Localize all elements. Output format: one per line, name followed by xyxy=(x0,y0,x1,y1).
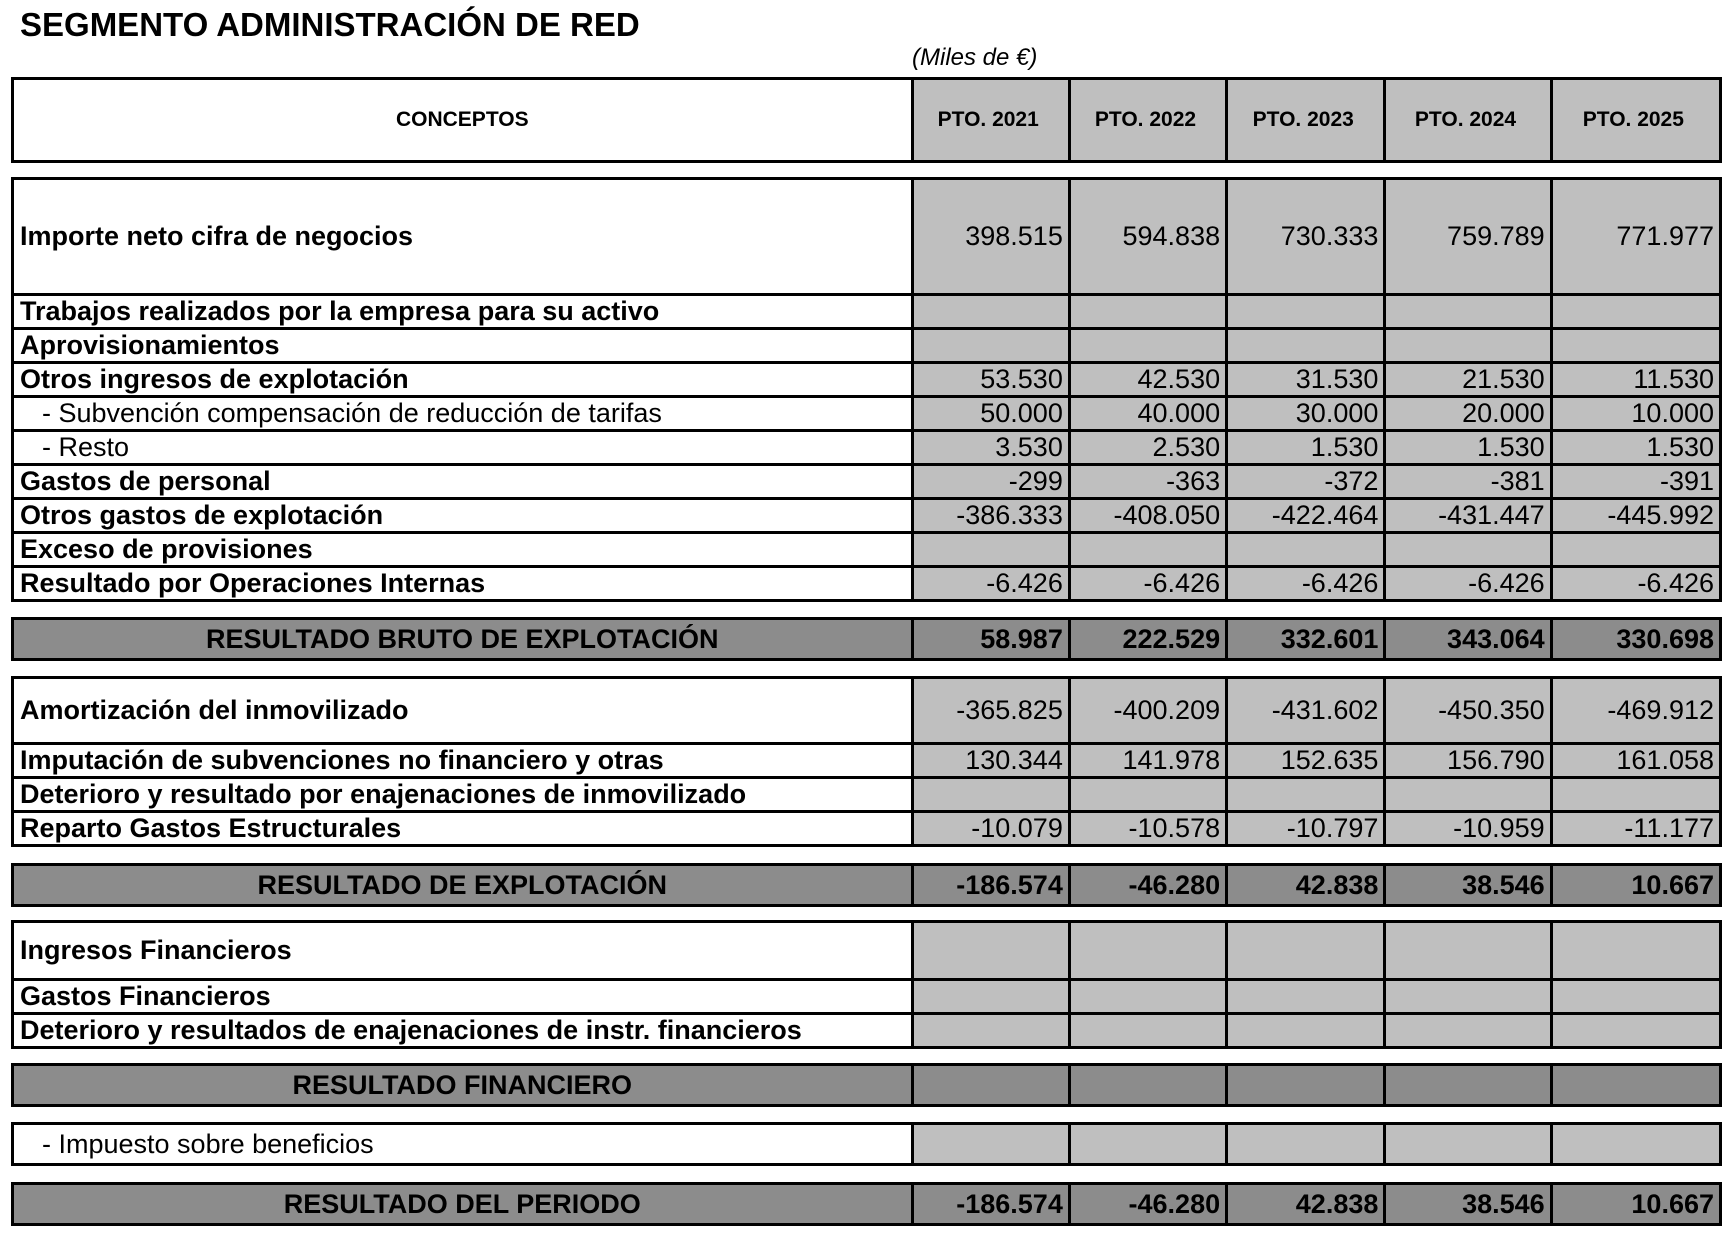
value-cell xyxy=(912,533,1069,567)
table-row xyxy=(13,431,1721,465)
value-cell: 1.530 xyxy=(1385,431,1551,465)
value-cell xyxy=(1069,980,1226,1014)
value-cell xyxy=(1551,1014,1720,1048)
value-cell: 398.515 xyxy=(912,179,1069,295)
value-cell xyxy=(1551,533,1720,567)
value-cell xyxy=(1385,778,1551,812)
value-cell: -400.209 xyxy=(1069,678,1226,744)
total-value: 330.698 xyxy=(1551,619,1720,660)
value-cell: 50.000 xyxy=(912,397,1069,431)
value-cell xyxy=(912,980,1069,1014)
value-cell: -372 xyxy=(1227,465,1385,499)
row-label: Gastos de personal xyxy=(13,465,913,499)
total-value: 42.838 xyxy=(1227,1184,1385,1225)
value-cell: 156.790 xyxy=(1385,744,1551,778)
value-cell: -10.578 xyxy=(1069,812,1226,846)
value-cell: 1.530 xyxy=(1227,431,1385,465)
value-cell xyxy=(1227,295,1385,329)
row-label: Ingresos Financieros xyxy=(13,922,913,980)
value-cell xyxy=(1551,295,1720,329)
total-label: RESULTADO FINANCIERO xyxy=(13,1065,913,1106)
value-cell xyxy=(1385,295,1551,329)
block-operating-items xyxy=(11,177,1722,602)
header-year: PTO. 2025 xyxy=(1551,79,1720,162)
value-cell xyxy=(1385,1014,1551,1048)
value-cell: 1.530 xyxy=(1551,431,1720,465)
value-cell: -11.177 xyxy=(1551,812,1720,846)
block-tax xyxy=(11,1122,1722,1166)
header-year: PTO. 2024 xyxy=(1385,79,1551,162)
total-value xyxy=(912,1065,1069,1106)
table-row xyxy=(13,812,1721,846)
value-cell: -391 xyxy=(1551,465,1720,499)
value-cell xyxy=(1069,1014,1226,1048)
value-cell xyxy=(1069,1124,1226,1165)
table-row xyxy=(13,329,1721,363)
total-value: 38.546 xyxy=(1385,1184,1551,1225)
value-cell xyxy=(1227,533,1385,567)
total-row xyxy=(13,1184,1721,1225)
row-label: - Subvención compensación de reducción de tarifas xyxy=(13,397,913,431)
header-conceptos: CONCEPTOS xyxy=(13,79,913,162)
value-cell: -450.350 xyxy=(1385,678,1551,744)
total-value: -46.280 xyxy=(1069,1184,1226,1225)
total-value: -186.574 xyxy=(912,1184,1069,1225)
value-cell: -6.426 xyxy=(1069,567,1226,601)
value-cell xyxy=(1551,922,1720,980)
table-row xyxy=(13,980,1721,1014)
header-year: PTO. 2021 xyxy=(912,79,1069,162)
row-label: Amortización del inmovilizado xyxy=(13,678,913,744)
value-cell xyxy=(1069,922,1226,980)
table-row xyxy=(13,295,1721,329)
header-year: PTO. 2022 xyxy=(1069,79,1226,162)
value-cell: -386.333 xyxy=(912,499,1069,533)
value-cell: -363 xyxy=(1069,465,1226,499)
total-value: 222.529 xyxy=(1069,619,1226,660)
value-cell xyxy=(912,1014,1069,1048)
table-row xyxy=(13,363,1721,397)
value-cell: 771.977 xyxy=(1551,179,1720,295)
header-year: PTO. 2023 xyxy=(1227,79,1385,162)
total-ebit xyxy=(11,863,1722,907)
row-label: Gastos Financieros xyxy=(13,980,913,1014)
total-label: RESULTADO DEL PERIODO xyxy=(13,1184,913,1225)
total-value: 10.667 xyxy=(1551,865,1720,906)
value-cell: 730.333 xyxy=(1227,179,1385,295)
value-cell: -381 xyxy=(1385,465,1551,499)
value-cell xyxy=(1385,329,1551,363)
value-cell xyxy=(1069,778,1226,812)
value-cell: -6.426 xyxy=(1385,567,1551,601)
value-cell: -10.797 xyxy=(1227,812,1385,846)
value-cell: -365.825 xyxy=(912,678,1069,744)
value-cell xyxy=(1551,329,1720,363)
row-label: Otros gastos de explotación xyxy=(13,499,913,533)
value-cell: 2.530 xyxy=(1069,431,1226,465)
value-cell: 152.635 xyxy=(1227,744,1385,778)
value-cell xyxy=(1385,980,1551,1014)
row-label: - Impuesto sobre beneficios xyxy=(13,1124,913,1165)
table-row xyxy=(13,465,1721,499)
value-cell: 10.000 xyxy=(1551,397,1720,431)
table-row xyxy=(13,744,1721,778)
value-cell: 40.000 xyxy=(1069,397,1226,431)
total-label: RESULTADO BRUTO DE EXPLOTACIÓN xyxy=(13,619,913,660)
row-label: Importe neto cifra de negocios xyxy=(13,179,913,295)
value-cell xyxy=(1069,329,1226,363)
value-cell xyxy=(1385,922,1551,980)
value-cell: -10.079 xyxy=(912,812,1069,846)
value-cell xyxy=(1227,922,1385,980)
value-cell xyxy=(1227,1014,1385,1048)
units-note: (Miles de €) xyxy=(912,44,1038,71)
value-cell: -469.912 xyxy=(1551,678,1720,744)
total-value xyxy=(1551,1065,1720,1106)
total-value: 38.546 xyxy=(1385,865,1551,906)
row-label: Deterioro y resultado por enajenaciones de inmovilizado xyxy=(13,778,913,812)
table-header xyxy=(11,77,1722,163)
value-cell: -445.992 xyxy=(1551,499,1720,533)
total-row xyxy=(13,1065,1721,1106)
row-label: Trabajos realizados por la empresa para su activo xyxy=(13,295,913,329)
total-period xyxy=(11,1182,1722,1226)
total-row xyxy=(13,619,1721,660)
value-cell xyxy=(1227,1124,1385,1165)
value-cell: 42.530 xyxy=(1069,363,1226,397)
value-cell xyxy=(912,778,1069,812)
row-label: Aprovisionamientos xyxy=(13,329,913,363)
value-cell: -10.959 xyxy=(1385,812,1551,846)
total-value: 10.667 xyxy=(1551,1184,1720,1225)
value-cell: 130.344 xyxy=(912,744,1069,778)
value-cell xyxy=(1069,295,1226,329)
value-cell xyxy=(1227,329,1385,363)
total-ebitda xyxy=(11,617,1722,661)
value-cell: 161.058 xyxy=(1551,744,1720,778)
block-amortization-items xyxy=(11,676,1722,847)
value-cell: 141.978 xyxy=(1069,744,1226,778)
total-financial xyxy=(11,1063,1722,1107)
value-cell: -6.426 xyxy=(1551,567,1720,601)
row-label: Reparto Gastos Estructurales xyxy=(13,812,913,846)
table-row xyxy=(13,922,1721,980)
table-row xyxy=(13,179,1721,295)
total-row xyxy=(13,865,1721,906)
value-cell xyxy=(1227,980,1385,1014)
row-label: Deterioro y resultados de enajenaciones de instr. financieros xyxy=(13,1014,913,1048)
total-value xyxy=(1385,1065,1551,1106)
total-value: 58.987 xyxy=(912,619,1069,660)
value-cell: 3.530 xyxy=(912,431,1069,465)
row-label: Otros ingresos de explotación xyxy=(13,363,913,397)
page-title: SEGMENTO ADMINISTRACIÓN DE RED xyxy=(20,6,640,43)
value-cell: 30.000 xyxy=(1227,397,1385,431)
value-cell xyxy=(912,295,1069,329)
table-row xyxy=(13,778,1721,812)
table-row xyxy=(13,567,1721,601)
table-row xyxy=(13,397,1721,431)
value-cell xyxy=(1385,533,1551,567)
value-cell: -6.426 xyxy=(1227,567,1385,601)
value-cell: 11.530 xyxy=(1551,363,1720,397)
total-value xyxy=(1227,1065,1385,1106)
table-row xyxy=(13,499,1721,533)
value-cell xyxy=(1227,778,1385,812)
total-value: 42.838 xyxy=(1227,865,1385,906)
value-cell xyxy=(1551,778,1720,812)
total-value: 343.064 xyxy=(1385,619,1551,660)
row-label: Exceso de provisiones xyxy=(13,533,913,567)
value-cell: -299 xyxy=(912,465,1069,499)
value-cell: -422.464 xyxy=(1227,499,1385,533)
value-cell xyxy=(1551,980,1720,1014)
total-label: RESULTADO DE EXPLOTACIÓN xyxy=(13,865,913,906)
value-cell: -408.050 xyxy=(1069,499,1226,533)
total-value: -186.574 xyxy=(912,865,1069,906)
table-row xyxy=(13,533,1721,567)
value-cell: 759.789 xyxy=(1385,179,1551,295)
value-cell: 31.530 xyxy=(1227,363,1385,397)
value-cell: -431.447 xyxy=(1385,499,1551,533)
value-cell: 594.838 xyxy=(1069,179,1226,295)
total-value: -46.280 xyxy=(1069,865,1226,906)
value-cell: 20.000 xyxy=(1385,397,1551,431)
row-label: Imputación de subvenciones no financiero y otras xyxy=(13,744,913,778)
block-financial-items xyxy=(11,920,1722,1049)
value-cell: -6.426 xyxy=(912,567,1069,601)
value-cell: 53.530 xyxy=(912,363,1069,397)
row-label: - Resto xyxy=(13,431,913,465)
total-value xyxy=(1069,1065,1226,1106)
value-cell: -431.602 xyxy=(1227,678,1385,744)
value-cell xyxy=(912,329,1069,363)
value-cell: 21.530 xyxy=(1385,363,1551,397)
row-label: Resultado por Operaciones Internas xyxy=(13,567,913,601)
table-row xyxy=(13,1124,1721,1165)
value-cell xyxy=(1551,1124,1720,1165)
total-value: 332.601 xyxy=(1227,619,1385,660)
value-cell xyxy=(1385,1124,1551,1165)
table-row xyxy=(13,678,1721,744)
value-cell xyxy=(912,922,1069,980)
table-row xyxy=(13,1014,1721,1048)
value-cell xyxy=(912,1124,1069,1165)
value-cell xyxy=(1069,533,1226,567)
